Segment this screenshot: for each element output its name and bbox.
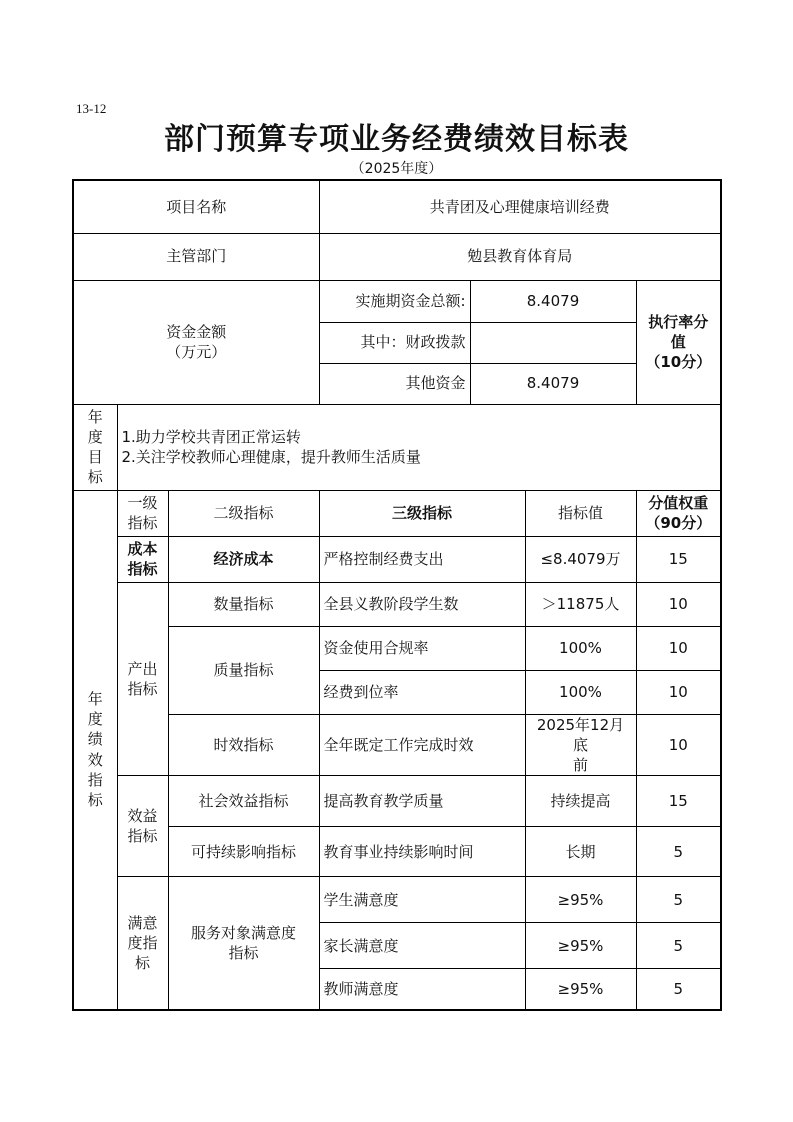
quantity-weight: 10 [636, 582, 721, 626]
table-row [73, 714, 721, 776]
time-value-line2: 前 [572, 756, 588, 774]
perf-label-char: 年 [87, 689, 103, 708]
header-weight [636, 490, 721, 536]
table-row [73, 626, 721, 670]
satisfaction-l1 [117, 877, 168, 1010]
benefit-l1-line2: 指标 [127, 827, 158, 846]
benefit-l1-line1: 效益 [127, 807, 158, 825]
header-level1-line1: 一级 [127, 493, 158, 512]
table-row [73, 582, 721, 626]
other-funds-label: 其他资金 [319, 363, 470, 404]
cost-l1-line2: 指标 [127, 560, 158, 578]
output-l1 [117, 582, 168, 776]
header-value: 指标值 [525, 490, 636, 536]
page-title: 部门预算专项业务经费绩效目标表 [164, 122, 629, 157]
sustain-weight: 5 [636, 827, 721, 877]
goal-label-char: 年 [87, 407, 103, 426]
header-weight-line1: 分值权重 [648, 493, 709, 512]
total-funds-label: 实施期资金总额: [319, 280, 470, 322]
quantity-l2: 数量指标 [168, 582, 319, 626]
annual-goal-label [73, 404, 117, 490]
header-level1-line2: 指标 [127, 514, 158, 532]
dept-value: 勉县教育体育局 [319, 233, 721, 280]
cost-l3: 严格控制经费支出 [319, 536, 525, 582]
goal-label-char: 标 [87, 468, 103, 487]
quantity-value: ＞11875人 [525, 582, 636, 626]
social-l2: 社会效益指标 [168, 776, 319, 827]
perf-label-char: 指 [87, 770, 103, 789]
satisfaction-weight: 5 [636, 877, 721, 923]
table-row [73, 877, 721, 923]
execution-rate-line2: 值 [670, 332, 686, 351]
satisfaction-l1-line2: 度指 [127, 933, 158, 952]
quantity-l3: 全县义教阶段学生数 [319, 582, 525, 626]
cost-weight: 15 [636, 536, 721, 582]
table-code: 13-12 [76, 101, 107, 116]
table-row [73, 776, 721, 827]
goal-label-char: 目 [87, 448, 103, 466]
social-value: 持续提高 [525, 776, 636, 827]
satisfaction-value: ≥95% [525, 923, 636, 969]
cost-value: ≤8.4079万 [525, 536, 636, 582]
finance-funds-label: 其中：财政拨款 [319, 322, 470, 363]
fund-amount-label [73, 280, 319, 404]
satisfaction-l3: 学生满意度 [319, 877, 525, 923]
other-funds-value: 8.4079 [470, 363, 636, 404]
perf-label-char: 标 [87, 791, 103, 810]
quality-l3: 资金使用合规率 [319, 626, 525, 670]
perf-label-char: 效 [87, 750, 103, 769]
performance-indicators-label [73, 490, 117, 1010]
table-row [73, 827, 721, 877]
fiscal-year: （2025年度） [350, 161, 443, 177]
time-value-line1: 2025年12月底 [536, 715, 625, 754]
annual-goal-content [117, 404, 721, 490]
benefit-l1 [117, 776, 168, 877]
satisfaction-weight: 5 [636, 923, 721, 969]
time-l3: 全年既定工作完成时效 [319, 714, 525, 776]
satisfaction-value: ≥95% [525, 969, 636, 1010]
cost-l1-line1: 成本 [127, 539, 158, 558]
satisfaction-l2 [168, 877, 319, 1010]
satisfaction-l3: 教师满意度 [319, 969, 525, 1010]
time-weight: 10 [636, 714, 721, 776]
finance-funds-value [470, 322, 636, 363]
fund-amount-label-line2: （万元） [166, 343, 227, 361]
sustain-l2: 可持续影响指标 [168, 827, 319, 877]
quality-value: 100% [525, 670, 636, 714]
header-level1 [117, 490, 168, 536]
output-l1-line2: 指标 [127, 679, 158, 698]
social-l3: 提高教育教学质量 [319, 776, 525, 827]
satisfaction-l1-line3: 标 [134, 954, 150, 973]
performance-target-table [72, 179, 722, 1011]
goal-line: 1.助力学校共青团正常运转 [121, 427, 301, 446]
satisfaction-l2-line2: 指标 [228, 944, 259, 962]
goal-line: 2.关注学校教师心理健康，提升教师生活质量 [121, 448, 421, 466]
quality-l3: 经费到位率 [319, 670, 525, 714]
dept-label: 主管部门 [73, 233, 319, 280]
satisfaction-l3: 家长满意度 [319, 923, 525, 969]
cost-l1 [117, 536, 168, 582]
sustain-l3: 教育事业持续影响时间 [319, 827, 525, 877]
header-level3: 三级指标 [319, 490, 525, 536]
satisfaction-l1-line1: 满意 [127, 913, 158, 932]
time-l2: 时效指标 [168, 714, 319, 776]
goal-label-char: 度 [87, 427, 103, 446]
quality-weight: 10 [636, 626, 721, 670]
cost-l2: 经济成本 [168, 536, 319, 582]
total-funds-value: 8.4079 [470, 280, 636, 322]
sustain-value: 长期 [525, 827, 636, 877]
output-l1-line1: 产出 [127, 659, 158, 678]
table-row [73, 536, 721, 582]
satisfaction-l2-line1: 服务对象满意度 [190, 923, 296, 942]
execution-rate-line1: 执行率分 [648, 312, 709, 331]
quality-weight: 10 [636, 670, 721, 714]
header-level2: 二级指标 [168, 490, 319, 536]
project-name-value: 共青团及心理健康培训经费 [319, 180, 721, 233]
project-name-label: 项目名称 [73, 180, 319, 233]
perf-label-char: 绩 [87, 730, 103, 749]
satisfaction-weight: 5 [636, 969, 721, 1010]
execution-rate-label [636, 280, 721, 404]
header-weight-line2: （90分） [645, 514, 712, 532]
quality-value: 100% [525, 626, 636, 670]
execution-rate-line3: （10分） [645, 353, 712, 372]
perf-label-char: 度 [87, 710, 103, 729]
social-weight: 15 [636, 776, 721, 827]
fund-amount-label-line1: 资金金额 [166, 322, 227, 341]
quality-l2: 质量指标 [168, 626, 319, 714]
time-value [525, 714, 636, 776]
satisfaction-value: ≥95% [525, 877, 636, 923]
